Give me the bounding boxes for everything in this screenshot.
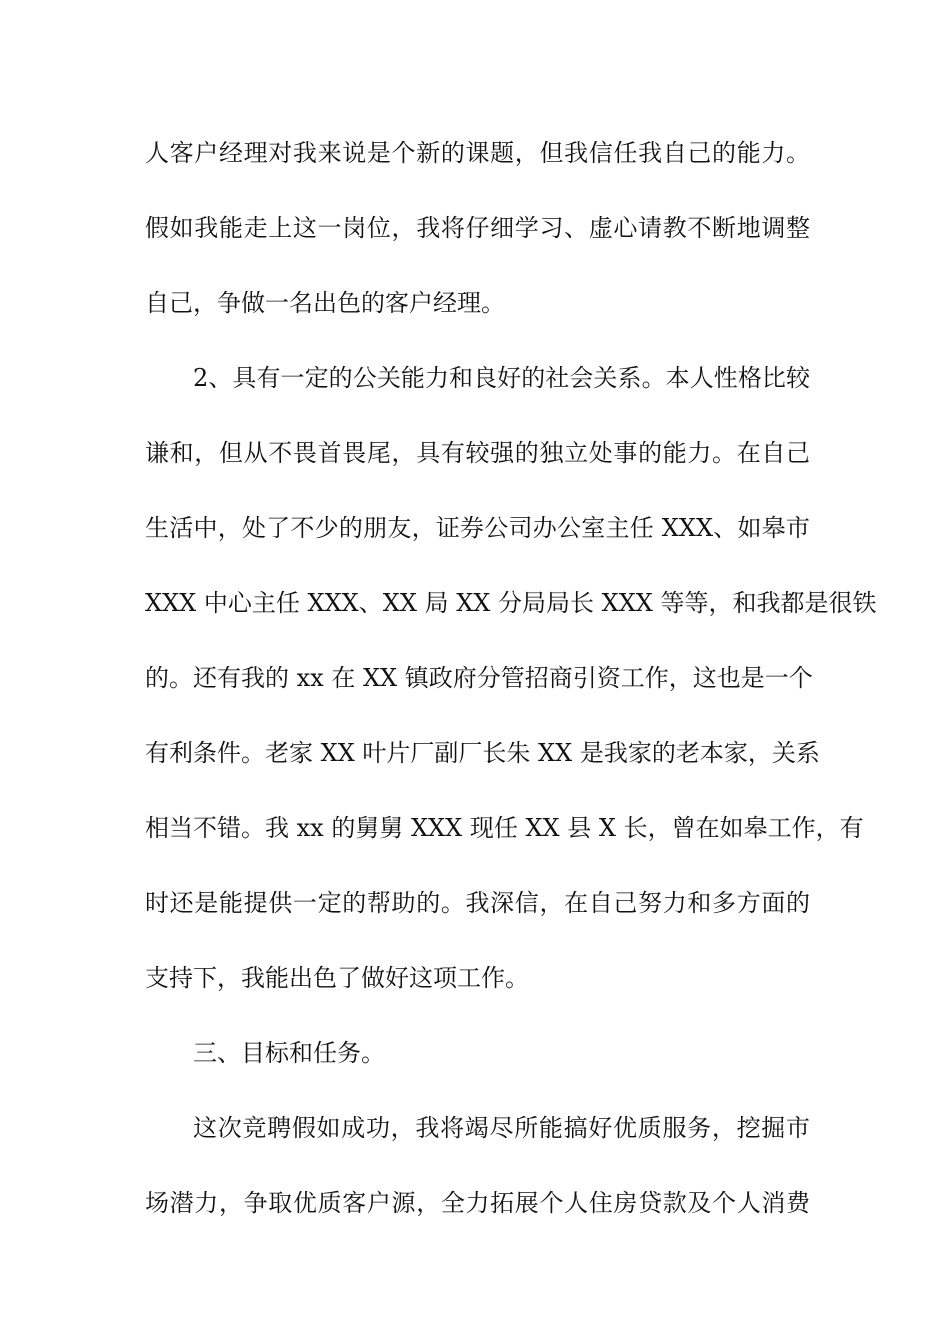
- text-line: 生活中，处了不少的朋友，证券公司办公室主任 XXX、如皋市: [145, 514, 810, 542]
- text-line: 场潜力，争取优质客户源，全力拓展个人住房贷款及个人消费: [145, 1189, 810, 1217]
- text-line: 相当不错。我 xx 的舅舅 XXX 现任 XX 县 X 长，曾在如皋工作，有: [145, 814, 864, 842]
- text-line: 自己，争做一名出色的客户经理。: [145, 289, 505, 317]
- text-line: 谦和，但从不畏首畏尾，具有较强的独立处事的能力。在自己: [145, 439, 810, 467]
- text-line: 假如我能走上这一岗位，我将仔细学习、虚心请教不断地调整: [145, 214, 810, 242]
- paragraph-start-line: 这次竞聘假如成功，我将竭尽所能搞好优质服务，挖掘市: [193, 1114, 810, 1142]
- text-line: XXX 中心主任 XXX、XX 局 XX 分局局长 XXX 等等，和我都是很铁: [145, 589, 877, 617]
- section-heading: 三、目标和任务。: [193, 1039, 385, 1067]
- text-line: 时还是能提供一定的帮助的。我深信，在自己努力和多方面的: [145, 889, 810, 917]
- text-line: 支持下，我能出色了做好这项工作。: [145, 964, 529, 992]
- text-line: 有利条件。老家 XX 叶片厂副厂长朱 XX 是我家的老本家，关系: [145, 739, 820, 767]
- text-line: 人客户经理对我来说是个新的课题，但我信任我自己的能力。: [145, 139, 810, 167]
- paragraph-start-line: 2、具有一定的公关能力和良好的社会关系。本人性格比较: [193, 364, 810, 392]
- text-line: 的。还有我的 xx 在 XX 镇政府分管招商引资工作，这也是一个: [145, 664, 813, 692]
